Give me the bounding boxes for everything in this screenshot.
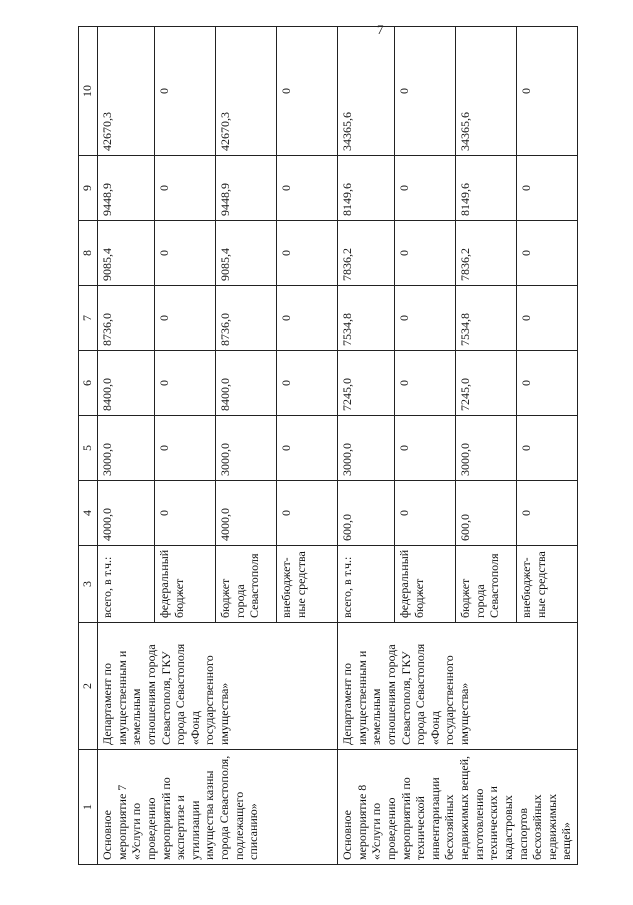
value-cell: 0 — [395, 156, 456, 221]
value-cell: 42670,3 — [216, 27, 277, 156]
value-cell: 9448,9 — [216, 156, 277, 221]
value-cell: 34365,6 — [338, 27, 395, 156]
value-cell: 7534,8 — [338, 286, 395, 351]
value-cell: 4000,0 — [216, 481, 277, 546]
value-cell: 600,0 — [456, 481, 517, 546]
value-cell: 0 — [277, 27, 338, 156]
column-number-row — [79, 27, 98, 865]
value-cell: 0 — [155, 351, 216, 416]
value-cell: 3000,0 — [216, 416, 277, 481]
value-cell: 8149,6 — [456, 156, 517, 221]
value-cell: 0 — [395, 481, 456, 546]
value-cell: 42670,3 — [98, 27, 155, 156]
column-number: 3 — [79, 546, 98, 623]
value-cell: 0 — [155, 156, 216, 221]
budget-table — [78, 26, 578, 865]
event-name: Основное мероприятие 8 «Услуги по проведению мероприятий по технической инвентаризации бесхозяйных недвижимых вещей, изготовлению технических и кадастровых паспортов бесхозяйных недвижимых вещей» — [338, 750, 578, 865]
value-cell: 9448,9 — [98, 156, 155, 221]
funding-source: внебюджет-ные средства — [517, 546, 578, 623]
value-cell: 600,0 — [338, 481, 395, 546]
value-cell: 8149,6 — [338, 156, 395, 221]
event-name: Основное мероприятие 7 «Услуги по проведению мероприятий по экспертизе и утилизации имущества казны города Севастополя, подлежащего списанию» — [98, 750, 338, 865]
value-cell: 34365,6 — [456, 27, 517, 156]
value-cell: 0 — [277, 286, 338, 351]
page-number: 7 — [377, 22, 384, 37]
value-cell: 0 — [395, 221, 456, 286]
value-cell: 8736,0 — [98, 286, 155, 351]
value-cell: 9085,4 — [216, 221, 277, 286]
value-cell: 0 — [517, 221, 578, 286]
value-cell: 3000,0 — [456, 416, 517, 481]
value-cell: 0 — [277, 481, 338, 546]
value-cell: 0 — [155, 481, 216, 546]
value-cell: 0 — [155, 221, 216, 286]
column-number: 2 — [79, 623, 98, 750]
value-cell: 0 — [155, 416, 216, 481]
value-cell: 0 — [395, 27, 456, 156]
value-cell: 0 — [155, 27, 216, 156]
value-cell: 8736,0 — [216, 286, 277, 351]
executor: Департамент по имущественным и земельным отношениям города Севастополя, ГКУ города Севастополя «Фонд государственного имущества» — [338, 623, 578, 750]
value-cell: 0 — [395, 351, 456, 416]
value-cell: 0 — [395, 416, 456, 481]
value-cell: 7836,2 — [338, 221, 395, 286]
value-cell: 7245,0 — [456, 351, 517, 416]
value-cell: 0 — [395, 286, 456, 351]
value-cell: 0 — [517, 27, 578, 156]
value-cell: 8400,0 — [216, 351, 277, 416]
column-number: 4 — [79, 481, 98, 546]
value-cell: 0 — [517, 286, 578, 351]
column-number: 6 — [79, 351, 98, 416]
funding-source: федеральный бюджет — [155, 546, 216, 623]
value-cell: 4000,0 — [98, 481, 155, 546]
funding-source: всего, в т.ч.: — [338, 546, 395, 623]
executor: Департамент по имущественным и земельным отношениям города Севастополя, ГКУ города Севастополя «Фонд государственного имущества» — [98, 623, 338, 750]
value-cell: 0 — [517, 481, 578, 546]
column-number: 10 — [79, 27, 98, 156]
value-cell: 0 — [277, 416, 338, 481]
value-cell: 3000,0 — [98, 416, 155, 481]
value-cell: 7836,2 — [456, 221, 517, 286]
column-number: 5 — [79, 416, 98, 481]
value-cell: 0 — [517, 416, 578, 481]
column-number: 7 — [79, 286, 98, 351]
funding-source: федеральный бюджет — [395, 546, 456, 623]
value-cell: 0 — [277, 351, 338, 416]
value-cell: 0 — [277, 221, 338, 286]
value-cell: 0 — [155, 286, 216, 351]
value-cell: 8400,0 — [98, 351, 155, 416]
column-number: 9 — [79, 156, 98, 221]
value-cell: 0 — [277, 156, 338, 221]
value-cell: 9085,4 — [98, 221, 155, 286]
value-cell: 3000,0 — [338, 416, 395, 481]
value-cell: 0 — [517, 156, 578, 221]
value-cell: 7245,0 — [338, 351, 395, 416]
table-row — [98, 27, 155, 865]
funding-source: бюджет города Севастополя — [216, 546, 277, 623]
table-row — [338, 27, 395, 865]
funding-source: внебюджет-ные средства — [277, 546, 338, 623]
column-number: 1 — [79, 750, 98, 865]
column-number: 8 — [79, 221, 98, 286]
funding-source: всего, в т.ч.: — [98, 546, 155, 623]
value-cell: 0 — [517, 351, 578, 416]
funding-source: бюджет города Севастополя — [456, 546, 517, 623]
value-cell: 7534,8 — [456, 286, 517, 351]
